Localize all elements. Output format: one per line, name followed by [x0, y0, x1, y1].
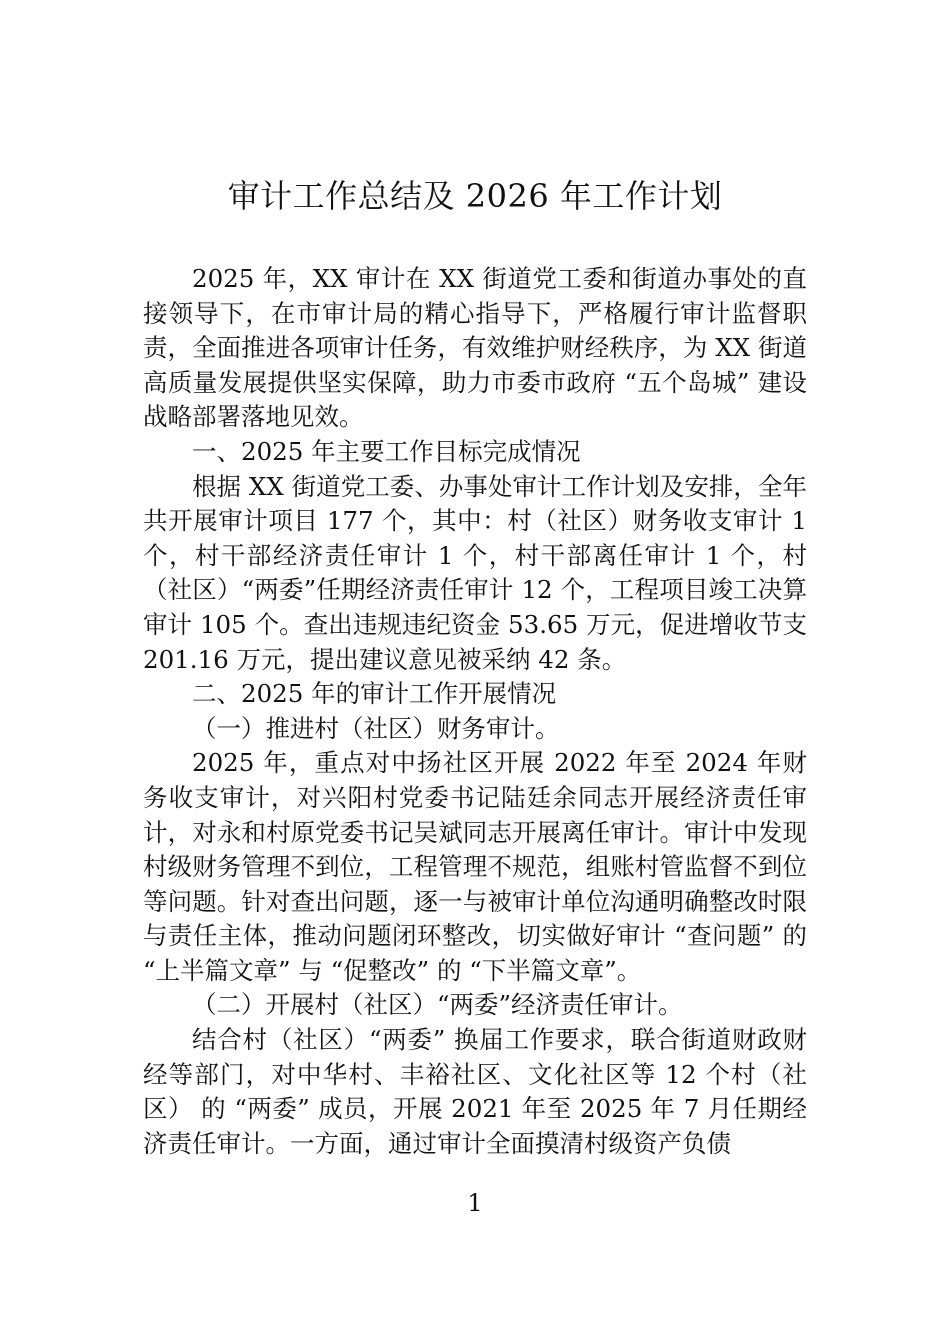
- section-1-paragraph: 根据 XX 街道党工委、办事处审计工作计划及安排，全年共开展审计项目 177 个，其中：村（社区）财务收支审计 1 个，村干部经济责任审计 1 个，村干部离任审计 1 个，村（社区）“两委”任期经济责任审计 12 个，工程项目竣工决算审计 105 个。查出违规违纪资金 53.65 万元，促进增收节支 201.16 万元，提出建议意见被采纳 42 条。: [143, 471, 807, 674]
- document-body: [143, 262, 807, 1161]
- intro-paragraph: 2025 年，XX 审计在 XX 街道党工委和街道办事处的直接领导下，在市审计局的精心指导下，严格履行审计监督职责，全面推进各项审计任务，有效维护财经秩序，为 XX 街道高质量发展提供坚实保障，助力市委市政府 “五个岛城” 建设战略部署落地见效。: [143, 264, 807, 432]
- subsection-heading-1: （一）推进村（社区）财务审计。: [192, 713, 560, 743]
- subsection-2-paragraph: 结合村（社区）“两委” 换届工作要求，联合街道财政财经等部门，对中华村、丰裕社区、文化社区等 12 个村（社区） 的 “两委” 成员，开展 2021 年至 2025 年 7 月任期经济责任审计。一方面，通过审计全面摸清村级资产负债: [143, 1025, 807, 1158]
- page-number: 1: [467, 1189, 483, 1217]
- subsection-1-paragraph: 2025 年，重点对中扬社区开展 2022 年至 2024 年财务收支审计，对兴阳村党委书记陆廷余同志开展经济责任审计，对永和村原党委书记吴斌同志开展离任审计。审计中发现村级财务管理不到位，工程管理不规范，组账村管监督不到位等问题。针对查出问题，逐一与被审计单位沟通明确整改时限与责任主体，推动问题闭环整改，切实做好审计 “查问题” 的 “上半篇文章” 与 “促整改” 的 “下半篇文章”。: [143, 748, 807, 985]
- section-heading-1: 一、2025 年主要工作目标完成情况: [192, 436, 581, 466]
- subsection-heading-2: （二）开展村（社区）“两委”经济责任审计。: [192, 990, 683, 1020]
- document-title: 审计工作总结及 2026 年工作计划: [227, 177, 723, 215]
- section-heading-2: 二、2025 年的审计工作开展情况: [192, 679, 557, 709]
